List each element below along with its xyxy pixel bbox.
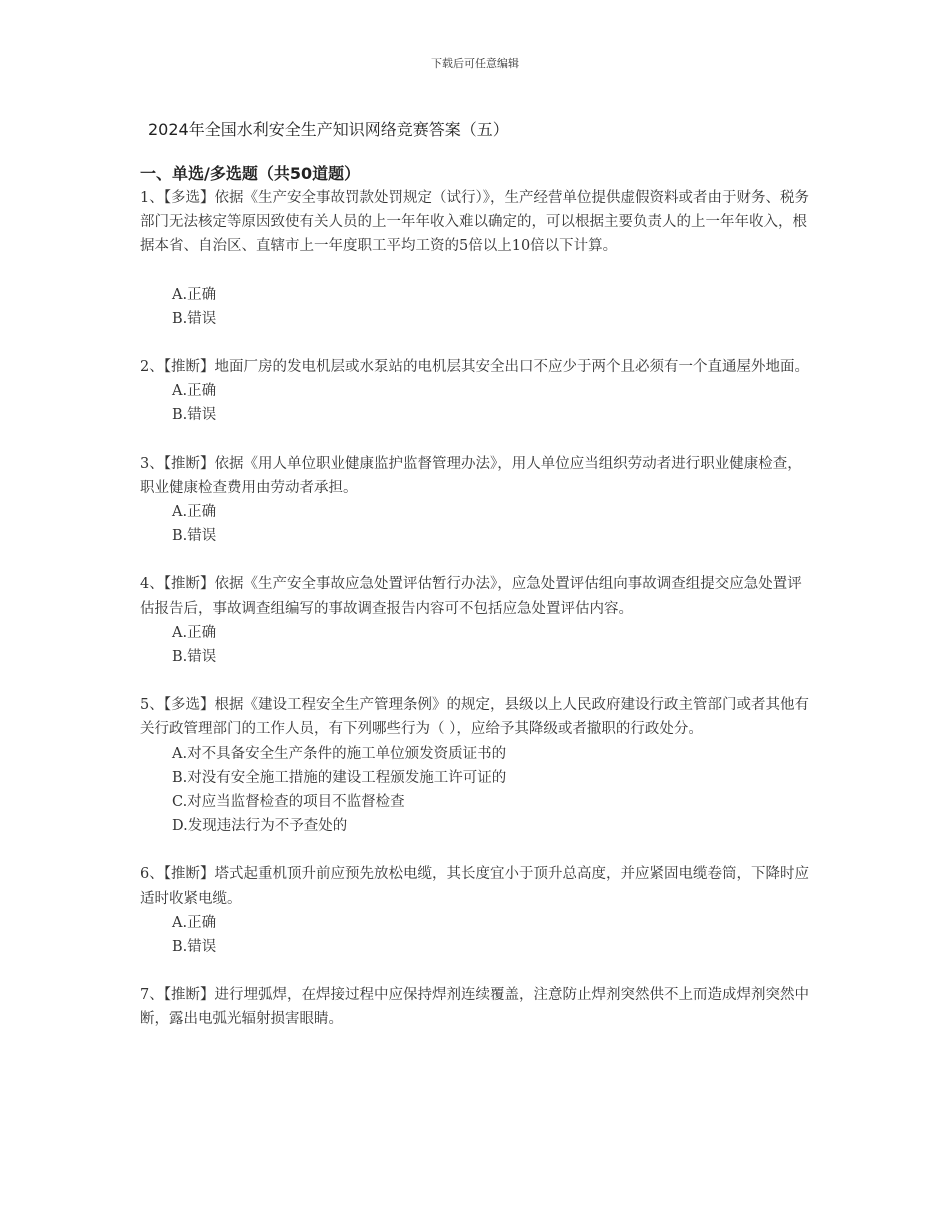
option-a: A.正确	[172, 624, 217, 641]
option-b: B.错误	[172, 528, 217, 545]
question-6	[140, 862, 812, 959]
question-2	[140, 355, 812, 428]
question-3	[140, 452, 812, 549]
option-b: B.对没有安全施工措施的建设工程颁发施工许可证的	[172, 769, 507, 786]
document-body	[140, 118, 812, 1032]
question-text: 4、【推断】依据《生产安全事故应急处置评估暂行办法》，应急处置评估组向事故调查组提交应急处置评估报告后，事故调查组编写的事故调查报告内容可不包括应急处置评估内容。	[140, 576, 802, 617]
question-5	[140, 693, 812, 838]
question-7	[140, 983, 812, 1031]
option-b: B.错误	[172, 310, 217, 327]
option-b: B.错误	[172, 407, 217, 424]
option-a: A.对不具备安全生产条件的施工单位颁发资质证书的	[172, 745, 507, 762]
option-a: A.正确	[172, 504, 217, 521]
option-list	[140, 911, 812, 959]
option-d: D.发现违法行为不予查处的	[172, 818, 348, 835]
question-4	[140, 572, 812, 669]
question-text: 7、【推断】进行埋弧焊，在焊接过程中应保持焊剂连续覆盖，注意防止焊剂突然供不上而造成焊剂突然中断，露出电弧光辐射损害眼睛。	[140, 987, 809, 1028]
option-list	[140, 621, 812, 669]
option-list	[140, 742, 812, 839]
option-list	[140, 379, 812, 427]
option-c: C.对应当监督检查的项目不监督检查	[172, 794, 405, 811]
question-text: 3、【推断】依据《用人单位职业健康监护监督管理办法》，用人单位应当组织劳动者进行职业健康检查，职业健康检查费用由劳动者承担。	[140, 455, 802, 496]
header-note: 下载后可任意编辑	[431, 57, 519, 70]
document-title: 2024年全国水利安全生产知识网络竞赛答案（五）	[148, 120, 509, 139]
option-a: A.正确	[172, 914, 217, 931]
question-text: 6、【推断】塔式起重机顶升前应预先放松电缆，其长度宜小于顶升总高度，并应紧固电缆卷筒，下降时应适时收紧电缆。	[140, 866, 809, 907]
section-heading: 一、单选/多选题（共50道题）	[140, 164, 361, 183]
option-list	[140, 283, 812, 331]
option-b: B.错误	[172, 939, 217, 956]
option-list	[140, 500, 812, 548]
question-text: 5、【多选】根据《建设工程安全生产管理条例》的规定，县级以上人民政府建设行政主管部门或者其他有关行政管理部门的工作人员，有下列哪些行为（ ），应给予其降级或者撤职的行政处分。	[140, 697, 809, 738]
question-1	[140, 186, 812, 331]
option-b: B.错误	[172, 649, 217, 666]
option-a: A.正确	[172, 383, 217, 400]
option-a: A.正确	[172, 286, 217, 303]
question-text: 1、【多选】依据《生产安全事故罚款处罚规定（试行）》，生产经营单位提供虚假资料或者由于财务、税务部门无法核定等原因致使有关人员的上一年年收入难以确定的，可以根据主要负责人的上一年年收入，根据本省、自治区、直辖市上一年度职工平均工资的5倍以上10倍以下计算。	[140, 190, 809, 255]
question-text: 2、【推断】地面厂房的发电机层或水泵站的电机层其安全出口不应少于两个且必须有一个直通屋外地面。	[140, 359, 809, 376]
